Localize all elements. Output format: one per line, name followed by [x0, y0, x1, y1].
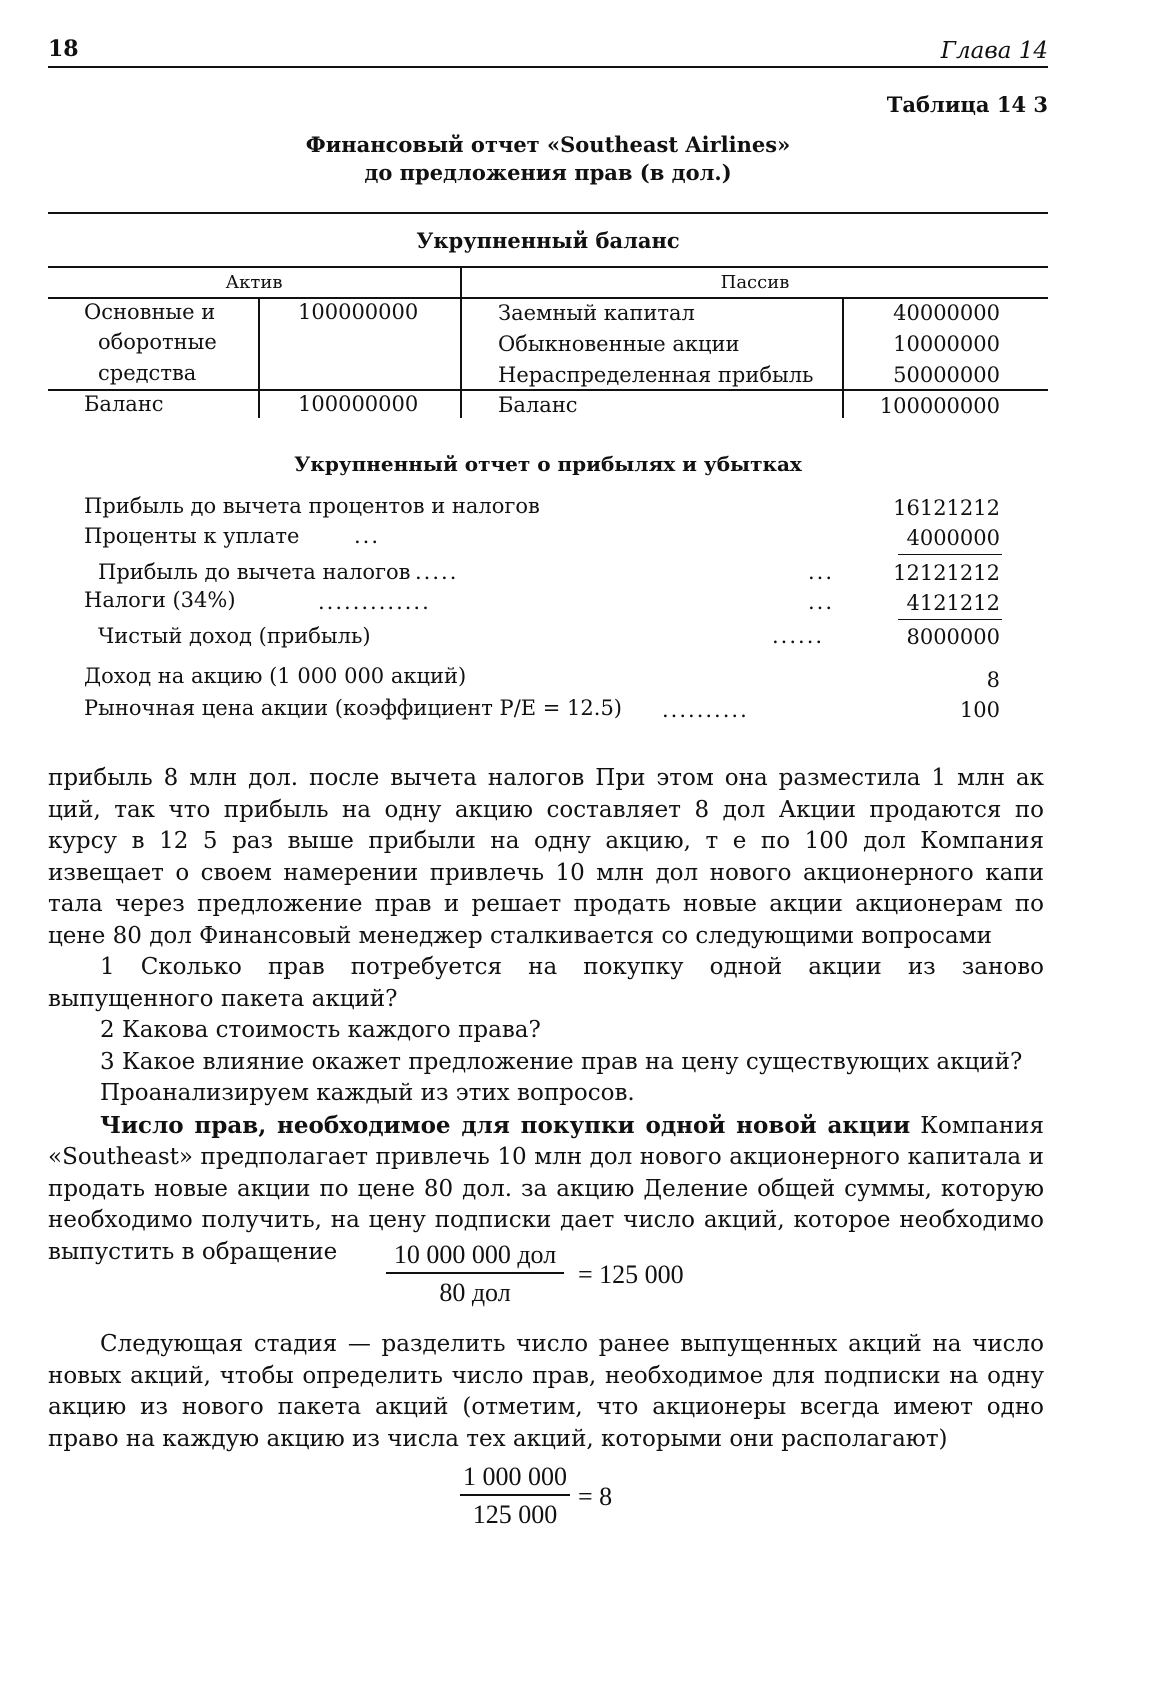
leader-dots: .......... [662, 698, 749, 722]
table-title-line1: Финансовый отчет «Southeast Airlines» [305, 132, 791, 157]
income-label-interest: Проценты к уплате [84, 524, 300, 548]
table-label: Таблица 14 3 [886, 92, 1048, 117]
income-label-price: Рыночная цена акции (коэффициент P/E = 12.5) [84, 696, 622, 720]
formula-result: = 8 [578, 1482, 613, 1511]
assets-label-1: Основные и [84, 300, 216, 324]
assets-label-2: оборотные [98, 330, 217, 354]
paragraph: прибыль 8 млн дол. после вычета налогов При этом она разместила 1 млн ак ций, так что прибыль на одну акцию составляет 8 дол Акции продаются по курсу в 12 5 раз выше прибыли на одну акцию, т е по 100 дол Компания извещает о своем намерении привлечь 10 млн дол нового акционерного капи тала через предложение прав и решает продать новые акции акционерам по цене 80 дол Финансовый менеджер сталкивается со следующими вопросами [48, 765, 1044, 949]
table-top-rule [48, 212, 1048, 214]
page-number: 18 [48, 36, 79, 62]
question-3: 3 Какое влияние окажет предложение прав на цену существующих акций? [100, 1048, 1023, 1075]
paragraph-text: Компания «Southeast» предполагает привлечь 10 млн дол нового акционерного капитала и продать новые акции по цене 80 дол. за акцию Деление общей суммы, которую необходимо получить, на цену подписки дает число акций, которое необходимо выпустить в обращение [48, 1112, 1044, 1265]
balance-divider-left [258, 297, 260, 418]
income-heading: Укрупненный отчет о прибылях и убытках [294, 452, 802, 476]
balance-rule-header [48, 297, 1048, 299]
balance-rule-top [48, 266, 1048, 268]
income-label-ebt: Прибыль до вычета налогов [98, 560, 411, 584]
liability-value-3: 50000000 [893, 363, 1000, 387]
sum-rule [898, 619, 1002, 620]
question-1: 1 Сколько прав потребуется на покупку одной акции из заново выпущенного пакета акций? [48, 954, 1044, 1012]
asset-header: Актив [225, 272, 283, 293]
balance-divider-right [842, 297, 844, 418]
income-value-taxes: 4121212 [906, 591, 1000, 615]
formula-numerator: 1 000 000 [463, 1462, 567, 1491]
total-label-left: Баланс [84, 392, 164, 416]
income-label-ebit: Прибыль до вычета процентов и налогов [84, 494, 540, 518]
income-value-interest: 4000000 [906, 526, 1000, 550]
total-value-left: 100000000 [298, 392, 419, 416]
income-value-ebt: 12121212 [893, 561, 1000, 585]
income-label-eps: Доход на акцию (1 000 000 акций) [84, 664, 467, 688]
total-value-right: 100000000 [879, 394, 1000, 418]
leader-dots: ... [808, 590, 835, 614]
formula-fraction [386, 1240, 564, 1308]
formula-denominator: 80 дол [439, 1278, 511, 1307]
leader-dots: ..... [415, 560, 459, 584]
liability-label-1: Заемный капитал [498, 301, 695, 325]
balance-heading: Укрупненный баланс [416, 228, 680, 253]
liability-value-2: 10000000 [893, 332, 1000, 356]
header-rule [48, 66, 1048, 68]
total-label-right: Баланс [498, 393, 578, 417]
balance-divider-main [460, 266, 462, 418]
income-value-net: 8000000 [906, 625, 1000, 649]
sum-rule [898, 554, 1002, 555]
liability-label-2: Обыкновенные акции [498, 332, 740, 356]
formula-result: = 125 000 [578, 1260, 684, 1289]
leader-dots: ...... [772, 624, 825, 648]
liability-value-1: 40000000 [893, 301, 1000, 325]
liability-label-3: Нераспределенная прибыль [498, 363, 814, 387]
chapter-title: Глава 14 [940, 38, 1048, 64]
income-label-taxes: Налоги (34%) [84, 588, 236, 612]
body-text-2 [48, 1329, 1044, 1455]
fraction-bar [460, 1494, 570, 1496]
liability-header: Пассив [720, 272, 790, 293]
table-title-line2: до предложения прав (в дол.) [364, 160, 732, 185]
formula-fraction [460, 1462, 570, 1530]
paragraph: Следующая стадия — разделить число ранее выпущенных акций на число новых акций, чтобы определить число прав, необходимое для подписки на одну акцию из нового пакета акций (отметим, что акционеры всегда имеют одно право на каждую акцию из числа тех акций, которыми они располагают) [48, 1331, 1044, 1452]
assets-value: 100000000 [298, 300, 419, 324]
assets-label-3: средства [98, 361, 197, 385]
leader-dots: ............. [318, 590, 431, 614]
leader-dots: ... [354, 524, 381, 548]
fraction-bar [386, 1272, 564, 1274]
formula-denominator: 125 000 [472, 1500, 558, 1529]
income-value-eps: 8 [986, 668, 1000, 692]
paragraph: Проанализируем каждый из этих вопросов. [100, 1080, 635, 1106]
question-2: 2 Какова стоимость каждого права? [100, 1017, 541, 1043]
income-label-net: Чистый доход (прибыль) [98, 624, 371, 648]
leader-dots: ... [808, 560, 835, 584]
income-value-price: 100 [959, 698, 1000, 722]
body-text [48, 763, 1044, 1268]
section-heading: Число прав, необходимое для покупки одной новой акции [100, 1111, 911, 1139]
formula-numerator: 10 000 000 дол [393, 1240, 557, 1269]
balance-rule-total [48, 389, 1048, 391]
income-value-ebit: 16121212 [893, 496, 1000, 520]
